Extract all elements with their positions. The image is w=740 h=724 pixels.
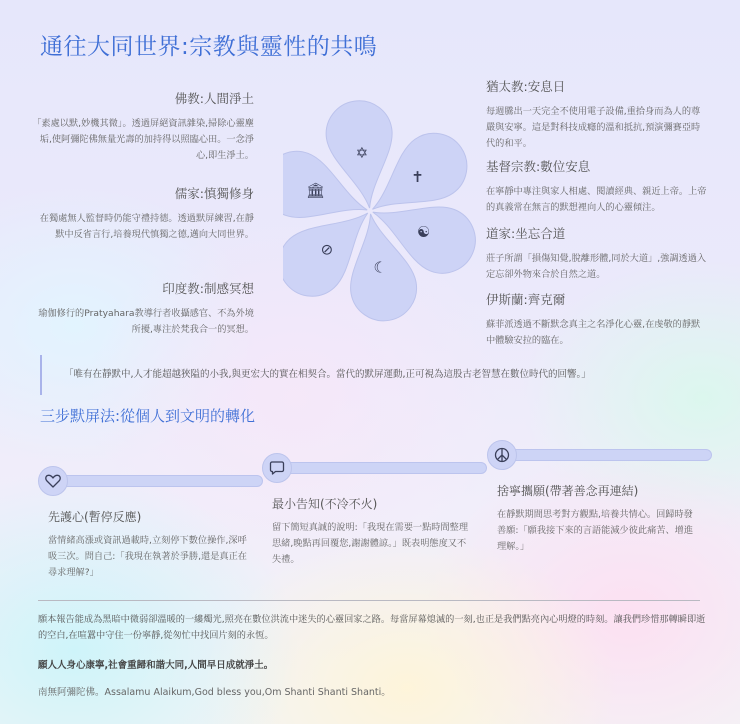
religion-body: 在獨處無人監督時仍能守禮持德。透過默屏練習,在靜默中反省言行,培養現代慎獨之德,邁向大同世界。 xyxy=(39,213,254,240)
religion-heading: 基督宗教:數位安息 xyxy=(486,159,591,174)
religion-body: 「素處以默,妙機其微」。透過屏絕資訊雜染,掃除心靈塵垢,使阿彌陀佛無量光壽的加持得以照臨心田。一念淨心,即生淨土。 xyxy=(32,118,254,161)
religion-heading: 儒家:慎獨修身 xyxy=(174,186,254,201)
religion-body: 在寧靜中專注與家人相處、閱讀經典、親近上帝。上帝的真義常在無言的默想裡向人的心靈傾注。 xyxy=(486,186,707,213)
step-heading: 最小告知(不冷不火) xyxy=(272,497,378,511)
step-body: 在靜默期間思考對方觀點,培養共情心。回歸時發善願:「願我接下來的言語能減少彼此痛苦、增進理解。」 xyxy=(497,509,694,552)
step-progress-bar xyxy=(505,449,712,461)
religion-flower-diagram xyxy=(283,90,483,325)
crescent-moon-icon: ☾ xyxy=(373,258,387,277)
religion-body: 蘇菲派透過不斷默念真主之名淨化心靈,在虔敬的靜默中體驗安拉的臨在。 xyxy=(486,319,701,346)
step-1 xyxy=(38,466,263,581)
religion-hinduism xyxy=(32,279,254,338)
prohibition-icon: ⊘ xyxy=(320,240,334,259)
temple-icon: 🏛 xyxy=(305,181,326,200)
religion-buddhism xyxy=(32,89,254,164)
religion-taoism xyxy=(486,224,708,283)
step-3 xyxy=(487,440,712,555)
star-of-david-icon: ✡ xyxy=(355,144,369,163)
blessing-line: 南無阿彌陀佛。Assalamu Alaikum,God bless you,Om Shanti Shanti Shanti。 xyxy=(38,687,391,698)
step-heading: 先護心(暫停反應) xyxy=(48,510,142,524)
religion-body: 莊子所謂「損傷知覺,脫離形體,同於大道」,強調透過入定忘卻外物來合於自然之道。 xyxy=(486,253,707,280)
page-title: 通往大同世界:宗教與靈性的共鳴 xyxy=(40,34,378,60)
step-heading: 捨寧攜願(帶著善念再連結) xyxy=(497,484,639,498)
religion-heading: 佛教:人間淨土 xyxy=(174,91,254,106)
blockquote: 「唯有在靜默中,人才能超越狹隘的小我,與更宏大的實在相契合。當代的默屏運動,正可視為這股古老智慧在數位時代的回響。」 xyxy=(40,355,591,395)
step-body: 留下簡短真誠的說明:「我現在需要一點時間整理思緒,晚點再回覆您,謝謝體諒。」既表明態度又不失禮。 xyxy=(272,522,469,565)
religion-heading: 道家:坐忘合道 xyxy=(486,226,566,241)
yin-yang-icon: ☯ xyxy=(417,223,431,242)
step-progress-bar xyxy=(280,462,487,474)
wish-statement: 願人人身心康寧,社會重歸和諧大同,人間早日成就淨土。 xyxy=(38,660,274,671)
speech-bubble-icon xyxy=(262,453,292,483)
step-progress-bar xyxy=(56,475,263,487)
flower-petals xyxy=(283,96,483,325)
step-2 xyxy=(262,453,487,568)
religion-islam xyxy=(486,290,708,349)
heart-icon xyxy=(38,466,68,496)
cross-icon: ✝ xyxy=(411,168,424,187)
divider xyxy=(38,600,700,601)
religion-heading: 印度教:制感冥想 xyxy=(162,281,254,296)
religion-confucianism xyxy=(32,184,254,243)
religion-heading: 伊斯蘭:齊克爾 xyxy=(486,292,566,307)
religion-heading: 猶太教:安息日 xyxy=(486,79,566,94)
religion-body: 每週騰出一天完全不使用電子設備,重拾身而為人的尊嚴與安寧。這是對科技成癮的溫和抵抗,預演彌賽亞時代的和平。 xyxy=(486,106,701,149)
step-body: 當情緒高漲或資訊過載時,立刻停下數位操作,深呼吸三次。問自己:「我現在執著於爭勝,還是真正在尋求理解?」 xyxy=(48,535,247,578)
religion-body: 瑜伽修行的Pratyahara教導行者收攝感官、不為外境所擾,專注於梵我合一的冥想。 xyxy=(38,308,254,335)
religion-christianity xyxy=(486,157,708,216)
section-title: 三步默屏法:從個人到文明的轉化 xyxy=(40,407,256,425)
peace-icon xyxy=(487,440,517,470)
closing-paragraph: 願本報告能成為黑暗中微弱卻溫暖的一縷燭光,照亮在數位洪流中迷失的心靈回家之路。每當屏幕熄滅的一刻,也正是我們點亮內心明燈的時刻。讓我們珍惜那轉瞬即逝的空白,在喧囂中守住一份寧靜,從匆忙中找回片刻的永恆。 xyxy=(38,614,706,641)
religion-judaism xyxy=(486,77,708,152)
